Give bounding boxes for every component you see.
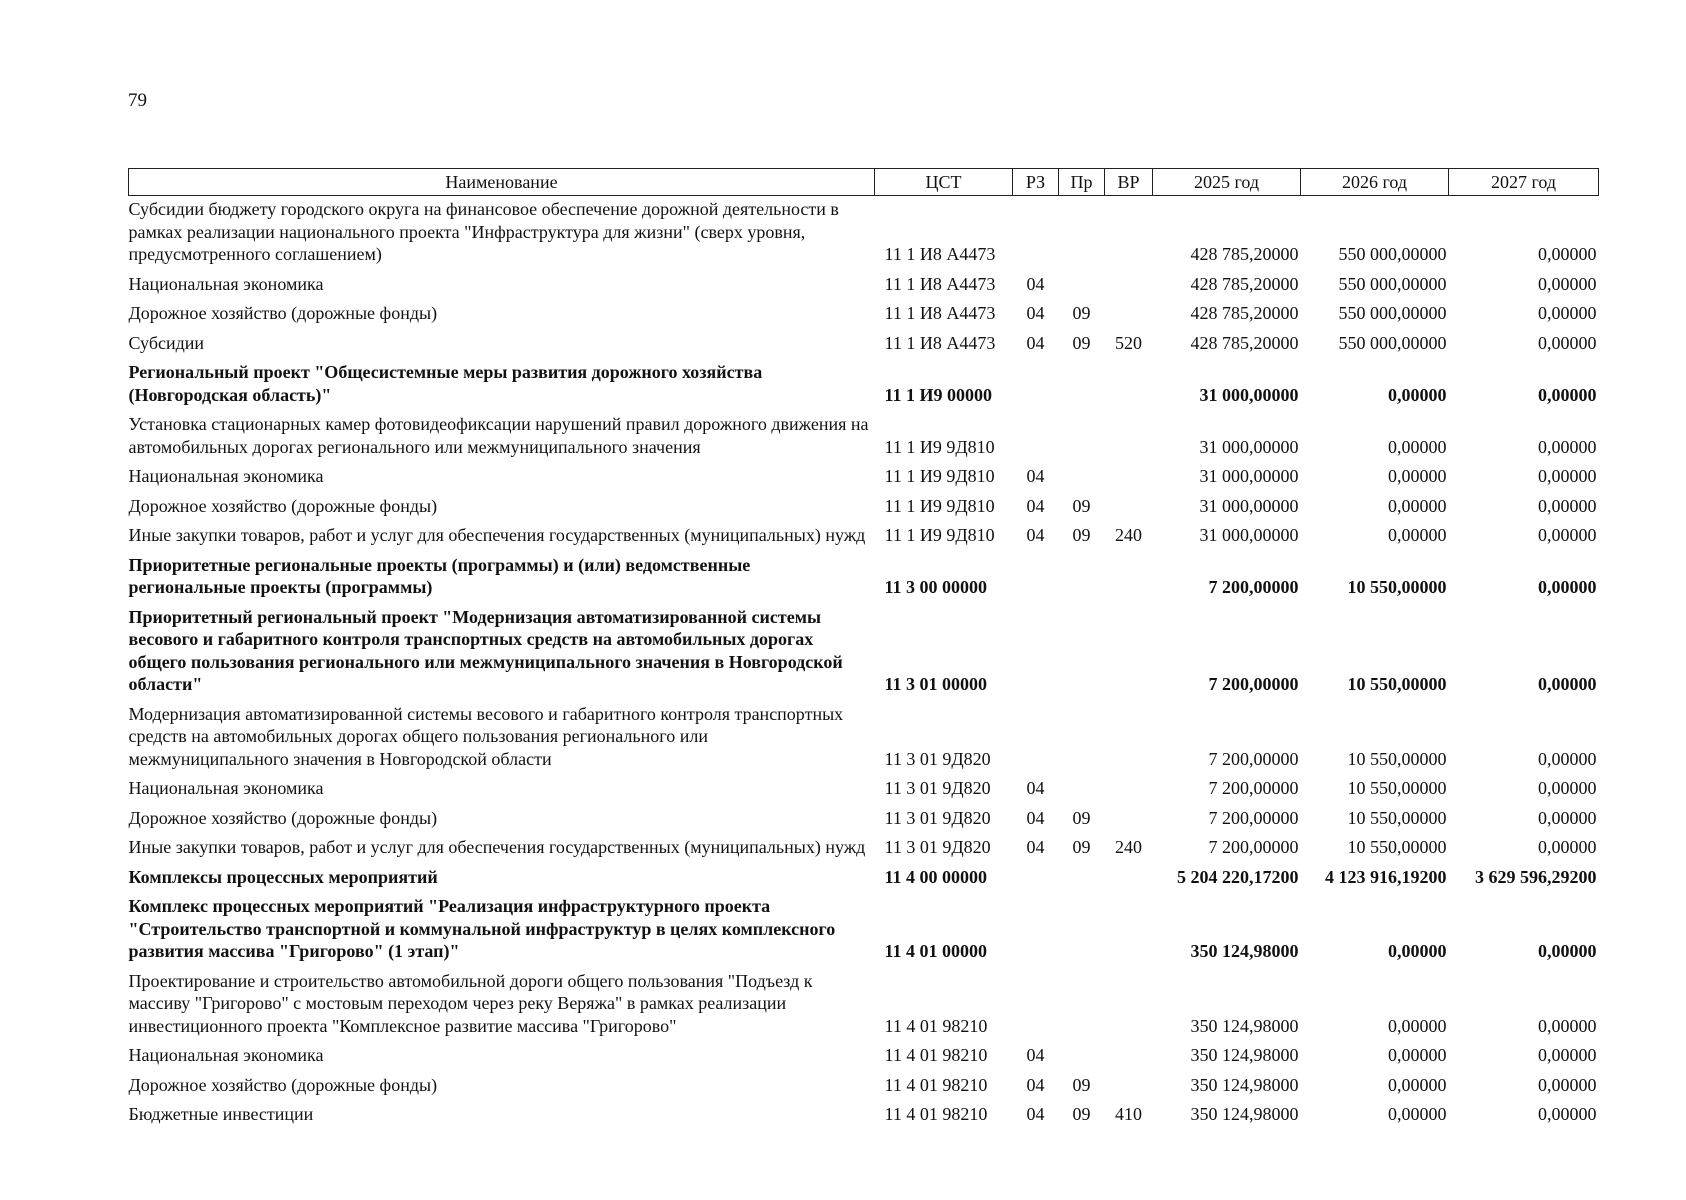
cell-2026: 0,00000 <box>1388 1045 1447 1065</box>
cell-vr <box>1105 356 1153 408</box>
cell-vr <box>1105 1039 1153 1069</box>
cell-name: Дорожное хозяйство (дорожные фонды) <box>128 303 438 323</box>
cell-2025: 350 124,98000 <box>1190 1015 1299 1036</box>
cell-2027: 0,00000 <box>1538 1074 1597 1095</box>
cell-2026: 10 550,00000 <box>1347 837 1447 857</box>
cell-name: Национальная экономика <box>128 1045 324 1065</box>
table-row <box>129 698 1599 773</box>
table-body <box>129 196 1599 1128</box>
table-row <box>129 268 1599 298</box>
cell-2025: 350 124,98000 <box>1190 1104 1299 1124</box>
cell-pr <box>1059 460 1105 490</box>
header-vr: ВР <box>1105 169 1153 196</box>
budget-table-container <box>128 168 1598 1128</box>
cell-name: Субсидии бюджету городского округа на финансовое обеспечение дорожной деятельности в рамках реализации национального проекта "Инфраструктура для жизни" (сверх уровня, предусмотренного соглашением) <box>128 199 839 264</box>
table-row <box>129 601 1599 698</box>
cell-2025: 5 204 220,17200 <box>1177 866 1299 887</box>
cell-2027: 0,00000 <box>1538 1045 1597 1065</box>
table-row <box>129 831 1599 861</box>
header-rz: РЗ <box>1013 169 1059 196</box>
cell-2026: 10 550,00000 <box>1347 577 1447 597</box>
cell-2026: 550 000,00000 <box>1338 332 1447 353</box>
cell-rz: 04 <box>1026 837 1045 857</box>
cell-name: Дорожное хозяйство (дорожные фонды) <box>128 495 438 516</box>
cell-cst: 11 1 И9 9Д810 <box>884 466 995 486</box>
cell-vr <box>1105 268 1153 298</box>
cell-cst: 11 3 01 9Д820 <box>884 778 991 798</box>
cell-2025: 31 000,00000 <box>1199 495 1299 516</box>
cell-pr: 09 <box>1072 525 1091 545</box>
cell-cst: 11 3 00 00000 <box>884 577 988 597</box>
table-row <box>129 890 1599 965</box>
cell-2027: 0,00000 <box>1538 807 1597 828</box>
cell-2027: 0,00000 <box>1538 778 1597 798</box>
cell-pr <box>1059 356 1105 408</box>
cell-rz: 04 <box>1026 332 1045 353</box>
cell-rz: 04 <box>1026 1074 1045 1095</box>
table-row <box>129 460 1599 490</box>
cell-rz: 04 <box>1026 525 1045 545</box>
cell-pr <box>1059 861 1105 891</box>
cell-2025: 350 124,98000 <box>1190 1045 1299 1065</box>
cell-cst: 11 4 01 00000 <box>884 941 988 961</box>
cell-pr <box>1059 268 1105 298</box>
table-row <box>129 1069 1599 1099</box>
cell-name: Приоритетные региональные проекты (программы) и (или) ведомственные региональные проекты (программы) <box>128 554 751 597</box>
cell-vr <box>1105 861 1153 891</box>
cell-vr <box>1105 601 1153 698</box>
cell-name: Проектирование и строительство автомобильной дороги общего пользования "Подъезд к массиву "Григорово" с мостовым переходом через реку Веряжа" в рамках реализации инвестиционного проекта "Комплексное развитие массива "Григорово" <box>128 970 813 1036</box>
cell-2026: 0,00000 <box>1388 525 1447 545</box>
cell-2025: 31 000,00000 <box>1199 525 1299 545</box>
header-name: Наименование <box>129 169 875 196</box>
cell-name: Дорожное хозяйство (дорожные фонды) <box>128 1074 438 1095</box>
cell-name: Региональный проект "Общесистемные меры развития дорожного хозяйства (Новгородская область)" <box>128 362 763 405</box>
cell-cst: 11 3 01 00000 <box>884 674 988 694</box>
cell-2027: 0,00000 <box>1538 495 1597 516</box>
cell-2027: 0,00000 <box>1538 1015 1597 1036</box>
cell-rz: 04 <box>1026 1045 1045 1065</box>
cell-name: Модернизация автоматизированной системы весового и габаритного контроля транспортных средств на автомобильных дорогах общего пользования регионального или межмуниципального значения в Новгородской области <box>128 703 844 769</box>
cell-rz: 04 <box>1026 303 1045 323</box>
cell-2026: 0,00000 <box>1388 436 1447 457</box>
cell-2026: 10 550,00000 <box>1347 674 1447 694</box>
cell-2027: 0,00000 <box>1538 577 1597 597</box>
table-row <box>129 408 1599 460</box>
cell-rz: 04 <box>1026 778 1045 798</box>
page-number: 79 <box>128 90 147 111</box>
cell-pr: 09 <box>1072 495 1091 516</box>
cell-name: Комплексы процессных мероприятий <box>128 866 438 887</box>
cell-cst: 11 4 01 98210 <box>884 1045 988 1065</box>
cell-cst: 11 1 И9 9Д810 <box>884 495 995 516</box>
cell-2025: 7 200,00000 <box>1208 778 1299 798</box>
cell-rz: 04 <box>1026 273 1045 294</box>
cell-cst: 11 1 И9 00000 <box>884 384 993 405</box>
cell-pr: 09 <box>1072 837 1091 857</box>
cell-2027: 0,00000 <box>1538 1104 1597 1124</box>
header-row <box>129 169 1599 196</box>
table-row <box>129 327 1599 357</box>
cell-2026: 0,00000 <box>1388 384 1447 405</box>
table-row <box>129 965 1599 1040</box>
cell-rz: 04 <box>1026 466 1045 486</box>
cell-2027: 0,00000 <box>1538 748 1597 769</box>
cell-cst: 11 1 И8 А4473 <box>884 332 996 353</box>
cell-cst: 11 1 И9 9Д810 <box>884 436 995 457</box>
cell-cst: 11 4 01 98210 <box>884 1074 988 1095</box>
cell-cst: 11 4 01 98210 <box>884 1015 988 1036</box>
cell-2026: 550 000,00000 <box>1338 303 1447 323</box>
cell-name: Дорожное хозяйство (дорожные фонды) <box>128 807 438 828</box>
table-header <box>129 169 1599 196</box>
cell-pr: 09 <box>1072 1104 1091 1124</box>
cell-vr <box>1105 890 1153 965</box>
cell-pr: 09 <box>1072 303 1091 323</box>
cell-2027: 0,00000 <box>1538 466 1597 486</box>
header-pr: Пр <box>1059 169 1105 196</box>
cell-name: Национальная экономика <box>128 778 324 798</box>
cell-name: Бюджетные инвестиции <box>128 1104 314 1124</box>
cell-cst: 11 1 И9 9Д810 <box>884 525 995 545</box>
cell-rz <box>1013 890 1059 965</box>
cell-name: Субсидии <box>128 332 205 353</box>
cell-2027: 0,00000 <box>1538 384 1597 405</box>
cell-vr <box>1105 408 1153 460</box>
budget-table <box>128 168 1599 1128</box>
cell-2026: 10 550,00000 <box>1347 748 1447 769</box>
cell-2026: 0,00000 <box>1388 1104 1447 1124</box>
table-row <box>129 356 1599 408</box>
cell-2026: 10 550,00000 <box>1347 778 1447 798</box>
cell-rz <box>1013 861 1059 891</box>
cell-vr <box>1105 460 1153 490</box>
cell-2025: 428 785,20000 <box>1190 303 1299 323</box>
cell-2027: 0,00000 <box>1538 303 1597 323</box>
cell-rz <box>1013 965 1059 1040</box>
cell-vr <box>1105 549 1153 601</box>
cell-2026: 550 000,00000 <box>1338 273 1447 294</box>
cell-cst: 11 1 И8 А4473 <box>884 244 996 264</box>
cell-2026: 0,00000 <box>1388 1074 1447 1095</box>
cell-2027: 0,00000 <box>1538 244 1597 264</box>
cell-name: Национальная экономика <box>128 466 324 486</box>
cell-rz <box>1013 196 1059 268</box>
cell-2025: 428 785,20000 <box>1190 273 1299 294</box>
cell-pr <box>1059 965 1105 1040</box>
cell-vr <box>1105 772 1153 802</box>
table-row <box>129 1098 1599 1128</box>
cell-rz <box>1013 698 1059 773</box>
header-2027: 2027 год <box>1449 169 1599 196</box>
cell-vr <box>1105 196 1153 268</box>
cell-2025: 7 200,00000 <box>1208 674 1299 694</box>
cell-vr <box>1105 297 1153 327</box>
cell-2026: 0,00000 <box>1388 941 1447 961</box>
table-row <box>129 196 1599 268</box>
cell-2026: 4 123 916,19200 <box>1325 866 1447 887</box>
cell-2025: 31 000,00000 <box>1199 436 1299 457</box>
cell-pr <box>1059 698 1105 773</box>
cell-name: Комплекс процессных мероприятий "Реализация инфраструктурного проекта "Строительство транспортной и коммунальной инфраструктур в целях комплексного развития массива "Григорово" (1 этап)" <box>128 896 836 961</box>
header-cst: ЦСТ <box>875 169 1013 196</box>
cell-2025: 428 785,20000 <box>1190 244 1299 264</box>
cell-pr: 09 <box>1072 332 1091 353</box>
cell-2026: 0,00000 <box>1388 495 1447 516</box>
cell-2026: 550 000,00000 <box>1338 244 1447 264</box>
cell-2027: 3 629 596,29200 <box>1475 866 1597 887</box>
cell-pr: 09 <box>1072 807 1091 828</box>
cell-vr: 520 <box>1115 332 1142 353</box>
cell-cst: 11 4 00 00000 <box>884 866 988 887</box>
cell-2025: 7 200,00000 <box>1208 748 1299 769</box>
cell-rz <box>1013 549 1059 601</box>
cell-2027: 0,00000 <box>1538 273 1597 294</box>
cell-rz: 04 <box>1026 495 1045 516</box>
cell-2026: 0,00000 <box>1388 1015 1447 1036</box>
cell-vr <box>1105 698 1153 773</box>
cell-cst: 11 3 01 9Д820 <box>884 748 991 769</box>
cell-name: Иные закупки товаров, работ и услуг для обеспечения государственных (муниципальных) нужд <box>128 525 866 545</box>
cell-rz <box>1013 408 1059 460</box>
cell-2025: 31 000,00000 <box>1199 384 1299 405</box>
cell-vr <box>1105 490 1153 520</box>
cell-rz <box>1013 601 1059 698</box>
cell-vr <box>1105 1069 1153 1099</box>
cell-vr: 240 <box>1115 525 1142 545</box>
cell-pr: 09 <box>1072 1074 1091 1095</box>
cell-rz: 04 <box>1026 1104 1045 1124</box>
header-2025: 2025 год <box>1153 169 1301 196</box>
cell-vr <box>1105 965 1153 1040</box>
cell-2027: 0,00000 <box>1538 837 1597 857</box>
table-row <box>129 297 1599 327</box>
table-row <box>129 772 1599 802</box>
table-row <box>129 549 1599 601</box>
cell-cst: 11 1 И8 А4473 <box>884 303 996 323</box>
cell-pr <box>1059 601 1105 698</box>
cell-2026: 10 550,00000 <box>1347 807 1447 828</box>
cell-pr <box>1059 1039 1105 1069</box>
cell-vr: 410 <box>1115 1104 1142 1124</box>
cell-pr <box>1059 772 1105 802</box>
table-row <box>129 1039 1599 1069</box>
cell-pr <box>1059 890 1105 965</box>
cell-2025: 7 200,00000 <box>1208 837 1299 857</box>
cell-2025: 350 124,98000 <box>1190 1074 1299 1095</box>
cell-cst: 11 3 01 9Д820 <box>884 807 991 828</box>
cell-vr <box>1105 802 1153 832</box>
cell-pr <box>1059 196 1105 268</box>
cell-name: Приоритетный региональный проект "Модернизация автоматизированной системы весового и габаритного контроля транспортных средств на автомобильных дорогах общего пользования регионального или межмуниципального значения в Новгородской области" <box>128 606 843 694</box>
table-row <box>129 802 1599 832</box>
cell-vr: 240 <box>1115 837 1142 857</box>
table-row <box>129 490 1599 520</box>
cell-2025: 428 785,20000 <box>1190 332 1299 353</box>
cell-name: Установка стационарных камер фотовидеофиксации нарушений правил дорожного движения на автомобильных дорогах регионального или межмуниципального значения <box>128 414 869 457</box>
cell-2027: 0,00000 <box>1538 674 1597 694</box>
cell-2026: 0,00000 <box>1388 466 1447 486</box>
cell-pr <box>1059 408 1105 460</box>
cell-name: Национальная экономика <box>128 273 324 294</box>
cell-cst: 11 3 01 9Д820 <box>884 837 991 857</box>
cell-2025: 7 200,00000 <box>1208 577 1299 597</box>
cell-rz: 04 <box>1026 807 1045 828</box>
cell-2027: 0,00000 <box>1538 332 1597 353</box>
table-row <box>129 861 1599 891</box>
cell-name: Иные закупки товаров, работ и услуг для обеспечения государственных (муниципальных) нужд <box>128 837 866 857</box>
cell-2027: 0,00000 <box>1538 941 1597 961</box>
cell-2025: 7 200,00000 <box>1208 807 1299 828</box>
header-2026: 2026 год <box>1301 169 1449 196</box>
cell-2027: 0,00000 <box>1538 436 1597 457</box>
cell-pr <box>1059 549 1105 601</box>
cell-rz <box>1013 356 1059 408</box>
cell-cst: 11 1 И8 А4473 <box>884 273 996 294</box>
cell-2025: 31 000,00000 <box>1199 466 1299 486</box>
cell-2027: 0,00000 <box>1538 525 1597 545</box>
table-row <box>129 519 1599 549</box>
cell-2025: 350 124,98000 <box>1190 941 1299 961</box>
cell-cst: 11 4 01 98210 <box>884 1104 988 1124</box>
